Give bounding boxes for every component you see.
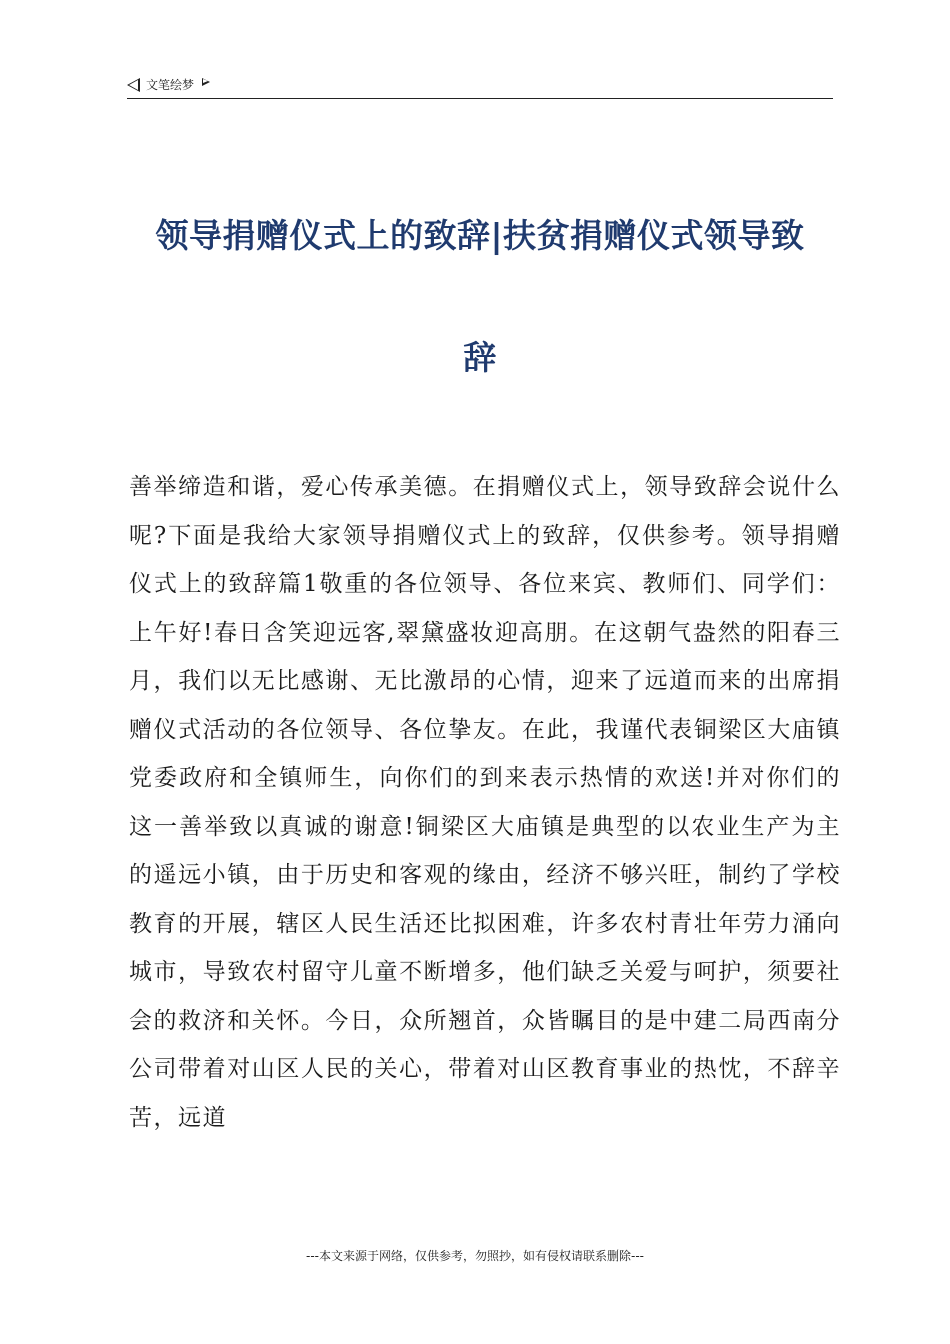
header-brand: 文笔绘梦 [146,78,195,92]
body-paragraph: 善举缔造和谐，爱心传承美德。在捐赠仪式上，领导致辞会说什么呢?下面是我给大家领导捐赠仪式上的致辞，仅供参考。领导捐赠仪式上的致辞篇1敬重的各位领导、各位来宾、教师们、同学们：上午好!春日含笑迎远客,翠黛盛妆迎高朋。在这朝气盎然的阳春三月，我们以无比感谢、无比激昂的心情，迎来了远道而来的出席捐赠仪式活动的各位领导、各位挚友。在此，我谨代表铜梁区大庙镇党委政府和全镇师生，向你们的到来表示热情的欢送!并对你们的这一善举致以真诚的谢意!铜梁区大庙镇是典型的以农业生产为主的遥远小镇，由于历史和客观的缘由，经济不够兴旺，制约了学校教育的开展，辖区人民生活还比拟困难，许多农村青壮年劳力涌向城市，导致农村留守儿童不断增多，他们缺乏关爱与呵护，须要社会的救济和关怀。今日，众所翘首，众皆瞩目的是中建二局西南分公司带着对山区人民的关心，带着对山区教育事业的热忱，不辞辛苦，远道 [129,474,841,1131]
triangle-left-icon [127,78,140,92]
triangle-right-icon [202,78,210,86]
title-line-2: 辞 [463,338,497,377]
page-header [127,76,833,99]
footer-notice: ---本文来源于网络，仅供参考，勿照抄，如有侵权请联系删除--- [306,1249,644,1263]
header-brand-group [127,76,210,93]
document-title [127,208,833,386]
title-line-1: 领导捐赠仪式上的致辞|扶贫捐赠仪式领导致 [155,216,805,255]
